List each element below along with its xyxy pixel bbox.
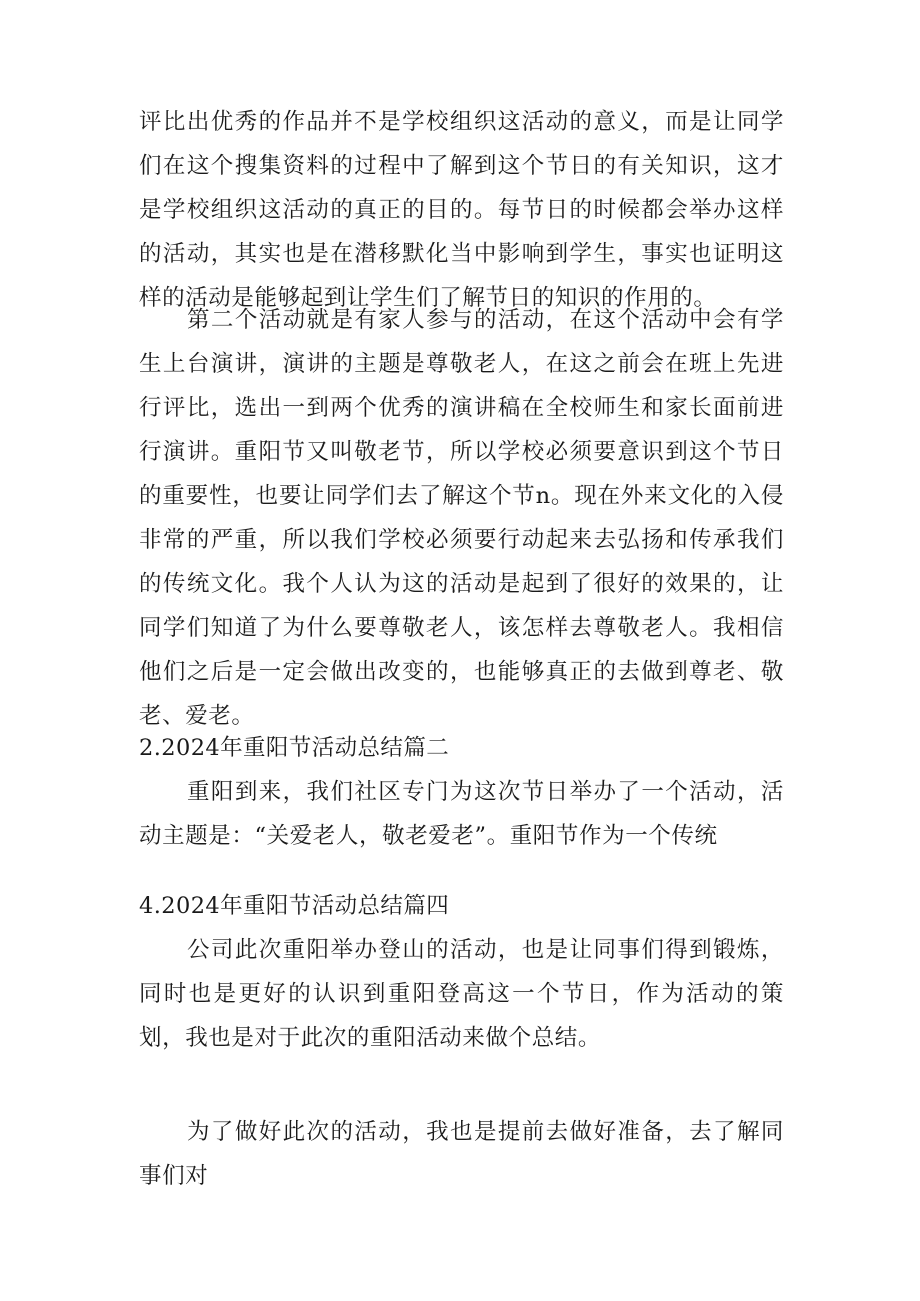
section-heading-part-four: 4.2024年重阳节活动总结篇四: [139, 893, 450, 919]
paragraph-company-hiking: 公司此次重阳举办登山的活动，也是让同事们得到锻炼，同时也是更好的认识到重阳登高这一个节日，作为活动的策划，我也是对于此次的重阳活动来做个总结。: [139, 937, 784, 1051]
section-heading-part-two: 2.2024年重阳节活动总结篇二: [139, 735, 450, 761]
paragraph-activity-meaning: 评比出优秀的作品并不是学校组织这活动的意义，而是让同学们在这个搜集资料的过程中了解到这个节日的有关知识，这才是学校组织这活动的真正的目的。每节日的时候都会举办这样的活动，其实也是在潜移默化当中影响到学生，事实也证明这样的活动是能够起到让学生们了解节日的知识的作用的。: [139, 109, 784, 311]
paragraph-second-activity: 第二个活动就是有家人参与的活动，在这个活动中会有学生上台演讲，演讲的主题是尊敬老人，在这之前会在班上先进行评比，选出一到两个优秀的演讲稿在全校师生和家长面前进行演讲。重阳节又叫敬老节，所以学校必须要意识到这个节日的重要性，也要让同学们去了解这个节n。现在外来文化的入侵非常的严重，所以我们学校必须要行动起来去弘扬和传承我们的传统文化。我个人认为这的活动是起到了很好的效果的，让同学们知道了为什么要尊敬老人，该怎样去尊敬老人。我相信他们之后是一定会做出改变的，也能够真正的去做到尊老、敬老、爱老。: [139, 307, 784, 729]
paragraph-community-activity: 重阳到来，我们社区专门为这次节日举办了一个活动，活动主题是：“关爱老人，敬老爱老”。重阳节作为一个传统: [139, 779, 784, 849]
paragraph-preparation: 为了做好此次的活动，我也是提前去做好准备，去了解同事们对: [139, 1119, 784, 1189]
